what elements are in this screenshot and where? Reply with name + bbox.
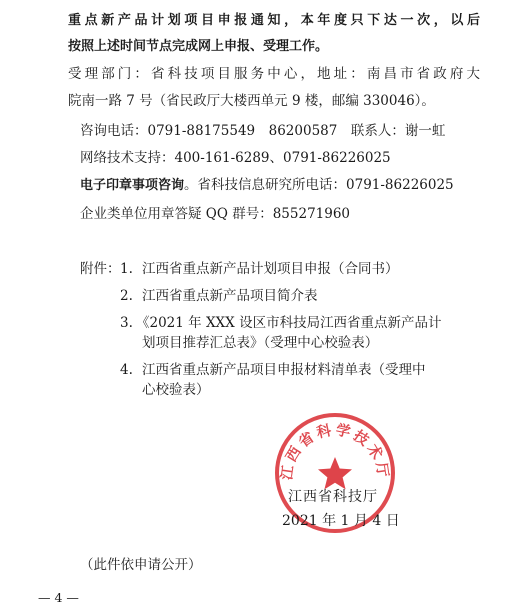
svg-text:江西省科学技术厅 — [278, 420, 391, 482]
attachment-num: 3. — [120, 315, 133, 331]
attachment-num: 4. — [120, 362, 133, 378]
page-number: — 4 — — [38, 590, 79, 605]
issuer-org: 江西省科技厅 — [288, 489, 378, 505]
attachment-num: 1. — [120, 261, 133, 277]
contact-dept-line-2: 院南一路 7 号（省民政厅大楼西单元 9 楼，邮编 330046）。 — [68, 93, 435, 109]
tech-support: 网络技术支持：400-161-6289、0791-86226025 — [80, 150, 391, 166]
qq-group: 企业类单位用章答疑 QQ 群号：855271960 — [80, 206, 351, 222]
seal-consult-text: 。省科技信息研究所电话：0791-86226025 — [184, 177, 454, 193]
consult-phone: 咨询电话：0791-88175549 86200587 联系人：谢一虹 — [80, 123, 446, 139]
issue-date: 2021 年 1 月 4 日 — [282, 513, 400, 529]
attachment-text: 江西省重点新产品计划项目申报（合同书） — [142, 261, 399, 277]
attachment-text-cont: 划项目推荐汇总表》（受理中心校验表） — [142, 335, 379, 351]
attachments-label: 附件： — [80, 261, 121, 277]
attachment-text: 江西省重点新产品项目申报材料清单表（受理中 — [142, 362, 426, 378]
seal-arc-text: 江西省科学技术厅 — [279, 422, 391, 482]
attachment-text: 江西省重点新产品项目简介表 — [142, 288, 318, 304]
attachment-text: 《2021 年 XXX 设区市科技局江西省重点新产品计 — [136, 315, 442, 331]
notice-line-2: 按照上述时间节点完成网上申报、受理工作。 — [68, 39, 329, 54]
attachment-text-cont: 心校验表） — [142, 382, 210, 398]
seal-consult — [80, 176, 454, 195]
contact-dept-line-1: 受理部门：省科技项目服务中心，地址：南昌市省政府大 — [68, 66, 480, 82]
attachment-num: 2. — [120, 288, 133, 304]
notice-line-1: 重点新产品计划项目申报通知，本年度只下达一次，以后 — [68, 13, 480, 28]
seal-consult-label: 电子印章事项咨询 — [80, 178, 185, 193]
disclosure-note: （此件依申请公开） — [80, 557, 202, 573]
